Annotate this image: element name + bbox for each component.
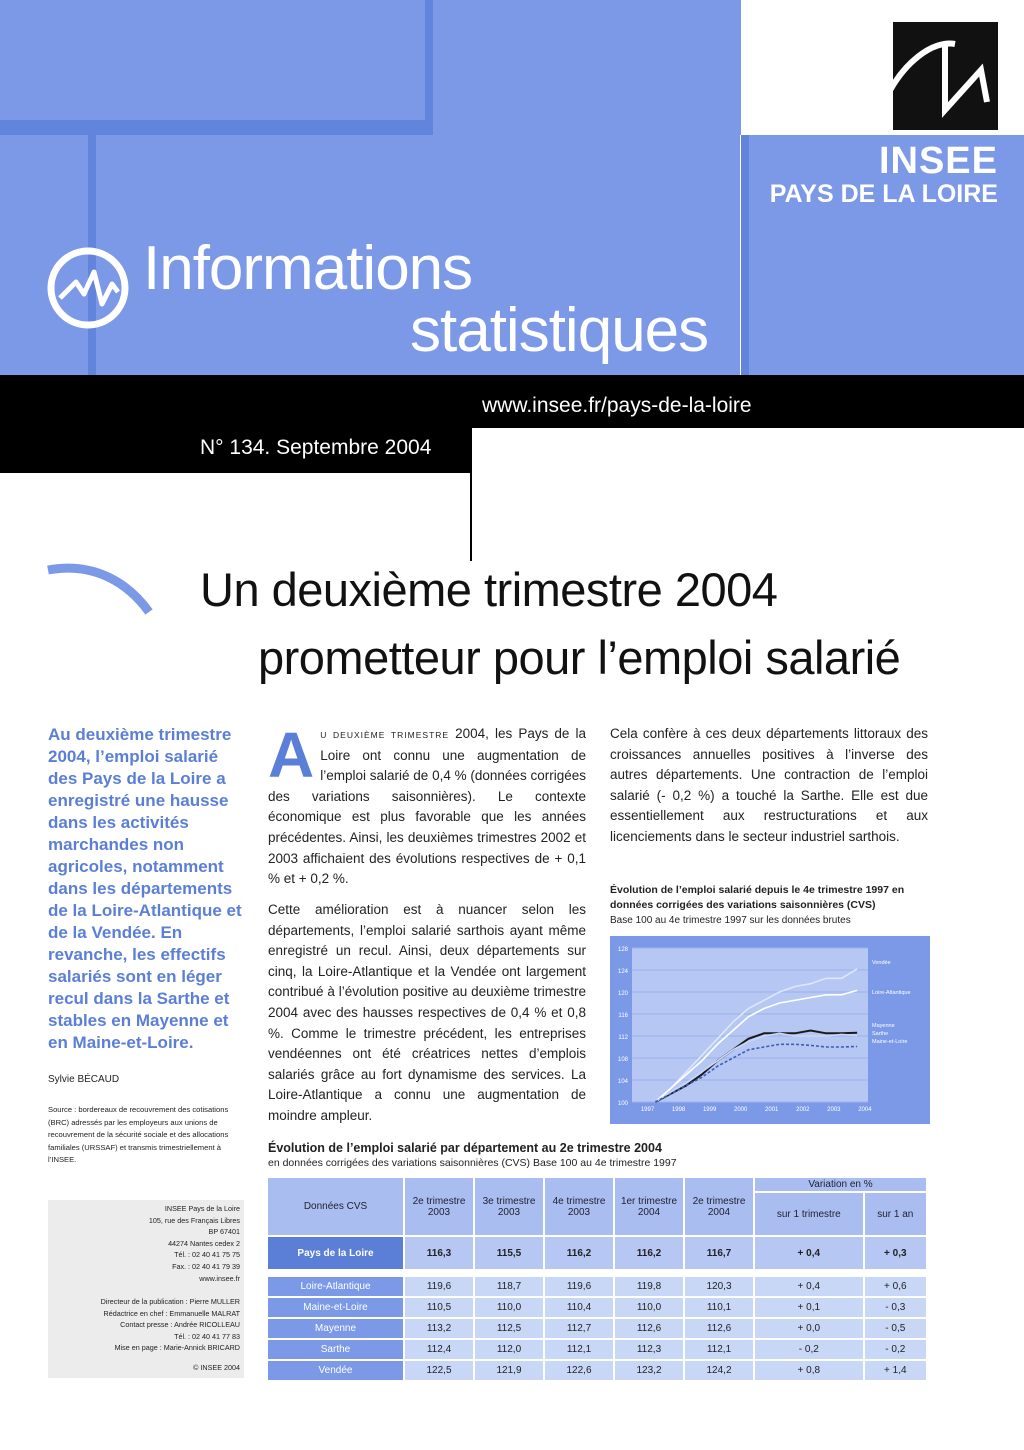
table-row (268, 1297, 927, 1318)
pulse-circle-icon (46, 246, 130, 335)
column-header: 2e trimestre 2003 (404, 1178, 474, 1236)
cell: - 0,3 (864, 1297, 927, 1318)
cell: 112,4 (404, 1339, 474, 1360)
header-shadow (741, 135, 749, 375)
table-row-total (268, 1236, 927, 1270)
x-tick-label: 1999 (702, 1107, 717, 1113)
cell: 116,2 (544, 1236, 614, 1270)
cell: 112,5 (474, 1318, 544, 1339)
column-header: 3e trimestre 2003 (474, 1178, 544, 1236)
header-shadow (425, 0, 433, 135)
credit-line: Rédactrice en chef : Emmanuelle MALRAT (103, 1308, 240, 1318)
cell: 116,2 (614, 1236, 684, 1270)
row-label: Loire-Atlantique (268, 1276, 404, 1297)
small-caps-opening: U DEUXIÈME TRIMESTRE (320, 730, 450, 740)
body-paragraph: Cela confère à ces deux départements littoraux des croissances annuelles positives à l’inverse des autres départements. Une contraction de l’emploi salarié (- 0,2 %) a touché la Sarthe. Elle est due essentiellement aux restructurations et aux licenciements dans le secteur industriel sarthois. (610, 726, 928, 844)
insee-logo-icon (893, 22, 998, 130)
cell: 116,3 (404, 1236, 474, 1270)
y-tick-label: 112 (618, 1035, 628, 1041)
plot-area (632, 948, 868, 1102)
row-label: Pays de la Loire (268, 1236, 404, 1270)
swoosh-icon (46, 560, 156, 625)
cell: 116,7 (684, 1236, 754, 1270)
cell: 115,5 (474, 1236, 544, 1270)
cell: 112,0 (474, 1339, 544, 1360)
cell: + 0,4 (754, 1236, 864, 1270)
cell: 110,0 (474, 1297, 544, 1318)
cell: + 0,3 (864, 1236, 927, 1270)
imprint-credits (54, 1296, 240, 1354)
header-shadow (0, 120, 425, 135)
cell: 110,5 (404, 1297, 474, 1318)
column-header: 1er trimestre 2004 (614, 1178, 684, 1236)
lead-paragraph: Au deuxième trimestre 2004, l’emploi salarié des Pays de la Loire a enregistré une hausse dans les activités marchandes non agricoles, notamment dans les départements de la Loire-Atlantique et de la Vendée. En revanche, les effectifs salariés sont en léger recul dans la Sarthe et stables en Mayenne et en Maine-et-Loire. (48, 725, 242, 1052)
series-label: Sarthe (872, 1031, 889, 1037)
article-title: Un deuxième trimestre 2004 (200, 563, 778, 616)
x-tick-label: 1998 (671, 1107, 686, 1113)
x-tick-label: 2000 (734, 1107, 748, 1113)
table-corner: Données CVS (268, 1178, 404, 1236)
body-paragraph: Cette amélioration est à nuancer selon les départements, l’emploi salarié sarthois ayant même enregistré un recul. Ainsi, deux départements sur cinq, la Loire-Atlantique et la Vendée ont largement contribué à l’évolution positive au deuxième trimestre 2004 avec des hausses respectives de 0,4 % et 0,8 %. Comme le trimestre précédent, les entreprises vendéennes ont été créatrices nettes d’emplois salariés grâce au fort dynamisme des services. La Loire-Atlantique a connu une augmentation de moindre ampleur. (268, 902, 586, 1123)
cell: 123,2 (614, 1360, 684, 1381)
cell: 112,6 (614, 1318, 684, 1339)
cell: 112,1 (684, 1339, 754, 1360)
column-header: 4e trimestre 2003 (544, 1178, 614, 1236)
address-line: 44274 Nantes cedex 2 (168, 1238, 240, 1248)
table-subtitle: en données corrigées des variations saisonnières (CVS) Base 100 au 4e trimestre 1997 (268, 1157, 677, 1169)
series-label: Loire-Atlantique (872, 990, 911, 996)
cell: - 0,5 (864, 1318, 927, 1339)
row-label: Sarthe (268, 1339, 404, 1360)
row-label: Maine-et-Loire (268, 1297, 404, 1318)
variation-group-header: Variation en % (754, 1178, 927, 1192)
chart-subtitle: Base 100 au 4e trimestre 1997 sur les données brutes (610, 915, 851, 926)
cell: 112,1 (544, 1339, 614, 1360)
cell: + 0,1 (754, 1297, 864, 1318)
x-tick-label: 2003 (827, 1107, 841, 1113)
cell: 124,2 (684, 1360, 754, 1381)
cell: 121,9 (474, 1360, 544, 1381)
employment-table (268, 1178, 928, 1382)
source-note: Source : bordereaux de recouvrement des cotisations (BRC) adressés par les employeurs aux unions de recouvrement de la sécurité sociale et des allocations familiales (URSSAF) et transmis trimestriellement à l’INSEE. (48, 1105, 229, 1164)
y-tick-label: 108 (617, 1057, 628, 1063)
table-row (268, 1318, 927, 1339)
cell: + 0,0 (754, 1318, 864, 1339)
header-panel (0, 0, 425, 135)
cell: + 0,8 (754, 1360, 864, 1381)
credit-line: Mise en page : Marie-Annick BRICARD (114, 1343, 240, 1353)
cell: 112,6 (684, 1318, 754, 1339)
y-tick-label: 104 (617, 1079, 628, 1085)
address-line: Tél. : 02 40 41 75 75 (174, 1250, 240, 1260)
table-row (268, 1339, 927, 1360)
y-tick-label: 116 (618, 1013, 628, 1019)
column-header: 2e trimestre 2004 (684, 1178, 754, 1236)
org-name: INSEE (878, 140, 998, 182)
header-panel (425, 0, 741, 135)
article-title: prometteur pour l’emploi salarié (258, 631, 901, 684)
series-label: Maine-et-Loire (872, 1039, 908, 1045)
row-label: Mayenne (268, 1318, 404, 1339)
credit-line: Directeur de la publication : Pierre MULLER (100, 1297, 240, 1306)
copyright: © INSEE 2004 (193, 1363, 240, 1372)
publication-title: Informations (143, 234, 473, 303)
credit-line: Contact presse : Andrée RICOLLEAU (120, 1320, 240, 1330)
cell: 110,1 (684, 1297, 754, 1318)
table-title: Évolution de l’emploi salarié par département au 2e trimestre 2004 (268, 1141, 662, 1155)
y-tick-label: 124 (617, 969, 628, 975)
drop-cap: A (268, 719, 315, 791)
website-link[interactable]: www.insee.fr/pays-de-la-loire (482, 394, 752, 417)
address-line: 105, rue des Français Libres (148, 1215, 240, 1225)
publication-title: statistiques (410, 296, 709, 365)
cell: - 0,2 (864, 1339, 927, 1360)
author: Sylvie BÉCAUD (48, 1074, 120, 1085)
cell: 112,7 (544, 1318, 614, 1339)
y-tick-label: 128 (617, 947, 628, 953)
cell: + 0,4 (754, 1276, 864, 1297)
line-chart (610, 936, 930, 1124)
y-tick-label: 120 (617, 991, 628, 997)
y-tick-label: 100 (617, 1101, 628, 1107)
cell: 118,7 (474, 1276, 544, 1297)
row-label: Vendée (268, 1360, 404, 1381)
x-tick-label: 2002 (796, 1107, 810, 1113)
cell: - 0,2 (754, 1339, 864, 1360)
table-row (268, 1276, 927, 1297)
cell: + 1,4 (864, 1360, 927, 1381)
cell: 122,6 (544, 1360, 614, 1381)
chart-canvas (610, 936, 930, 1124)
address-line: BP 67401 (208, 1227, 240, 1237)
cell: 119,8 (614, 1276, 684, 1297)
divider (470, 428, 472, 561)
region-name: PAYS DE LA LOIRE (769, 180, 998, 208)
chart-title: Évolution de l’emploi salarié depuis le 4e trimestre 1997 en données corrigées des variations saisonnières (CVS) (610, 884, 905, 911)
body-paragraph (268, 719, 586, 890)
credit-line: Tél. : 02 40 41 77 83 (174, 1331, 240, 1341)
series-label: Mayenne (872, 1023, 895, 1029)
table-row (268, 1360, 927, 1381)
x-tick-label: 2001 (765, 1107, 779, 1113)
paragraph-text: 2004, les Pays de la Loire ont connu une augmentation de l’emploi salarié de 0,4 % (données corrigées des variations saisonnières). Le contexte économique est plus favorable que les années précédentes. Ainsi, les deuxièmes trimestres 2002 et 2003 affichaient des évolutions respectives de + 0,1 % et + 0,2 %. (268, 726, 586, 887)
issue-number: N° 134. Septembre 2004 (200, 436, 432, 459)
address-line: INSEE Pays de la Loire (164, 1204, 240, 1213)
column-header: sur 1 trimestre (754, 1192, 864, 1236)
column-header: sur 1 an (864, 1192, 927, 1236)
address-line[interactable]: www.insee.fr (199, 1273, 240, 1283)
cell: 119,6 (544, 1276, 614, 1297)
address-line: Fax. : 02 40 41 79 39 (172, 1261, 240, 1271)
cell: 120,3 (684, 1276, 754, 1297)
cell: 112,3 (614, 1339, 684, 1360)
x-tick-label: 2004 (858, 1107, 872, 1113)
x-tick-label: 1997 (640, 1107, 655, 1113)
imprint-address (54, 1203, 240, 1284)
series-label: Vendée (872, 960, 891, 966)
cell: 119,6 (404, 1276, 474, 1297)
cell: 110,4 (544, 1297, 614, 1318)
cell: 113,2 (404, 1318, 474, 1339)
cell: 110,0 (614, 1297, 684, 1318)
cell: + 0,6 (864, 1276, 927, 1297)
cell: 122,5 (404, 1360, 474, 1381)
